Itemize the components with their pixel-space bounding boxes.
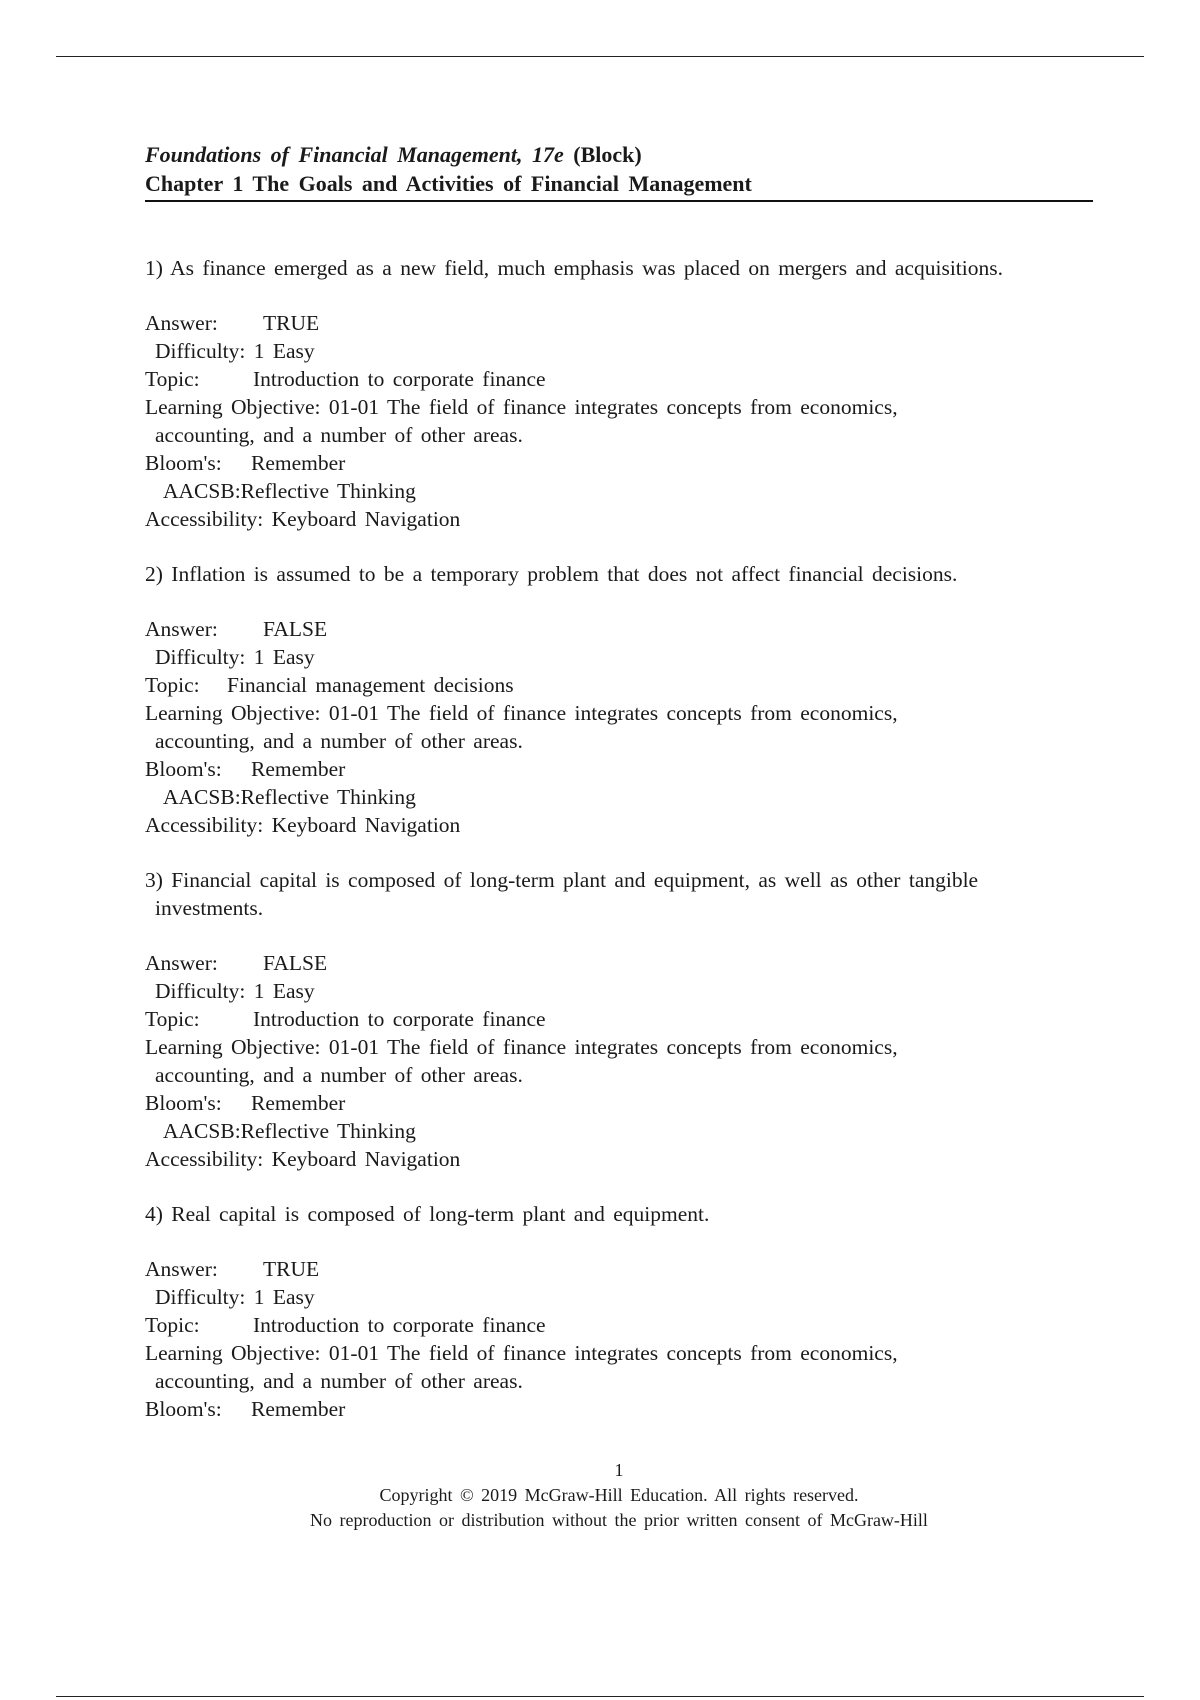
question-text: 1) As finance emerged as a new field, much emphasis was placed on mergers and acquisitions. — [145, 256, 1003, 280]
book-author: (Block) — [573, 142, 642, 167]
objective-value: 01-01 The field of finance integrates concepts from economics, — [328, 1341, 898, 1365]
answer-label: Answer: — [145, 311, 218, 335]
bloom-value: Remember — [251, 1397, 346, 1421]
topic-value: Introduction to corporate finance — [253, 367, 546, 391]
page-footer — [145, 1458, 1093, 1533]
reproduction-notice: No reproduction or distribution without the prior written consent of McGraw-Hill — [310, 1510, 928, 1530]
difficulty-value: 1 Easy — [253, 645, 315, 669]
answer-row — [145, 615, 1093, 643]
objective-row — [145, 1339, 1093, 1367]
answer-label: Answer: — [145, 617, 218, 641]
aacsb-label: AACSB: — [163, 479, 241, 503]
question-text: 3) Financial capital is composed of long-term plant and equipment, as well as other tangible investments. — [145, 868, 979, 920]
aacsb-row — [145, 783, 1093, 811]
objective-label: Learning Objective: — [145, 1341, 321, 1365]
topic-row — [145, 1005, 1093, 1033]
topic-label: Topic: — [145, 367, 200, 391]
topic-row — [145, 671, 1093, 699]
question-text: 4) Real capital is composed of long-term plant and equipment. — [145, 1202, 710, 1226]
difficulty-label: Difficulty: — [155, 645, 246, 669]
bloom-label: Bloom's: — [145, 451, 222, 475]
difficulty-value: 1 Easy — [253, 1285, 315, 1309]
objective-continuation: accounting, and a number of other areas. — [155, 729, 523, 753]
topic-label: Topic: — [145, 1313, 200, 1337]
page-number: 1 — [614, 1460, 624, 1480]
bloom-value: Remember — [251, 451, 346, 475]
chapter-title: Chapter 1 The Goals and Activities of Financial Management — [145, 171, 752, 196]
question-1 — [145, 254, 1093, 533]
bloom-value: Remember — [251, 757, 346, 781]
accessibility-value: Keyboard Navigation — [271, 813, 461, 837]
difficulty-row — [145, 977, 1093, 1005]
question-4 — [145, 1200, 1093, 1423]
bloom-label: Bloom's: — [145, 1397, 222, 1421]
difficulty-row — [145, 643, 1093, 671]
answer-row — [145, 309, 1093, 337]
accessibility-row — [145, 811, 1093, 839]
topic-value: Financial management decisions — [227, 673, 514, 697]
aacsb-value: Reflective Thinking — [240, 1119, 416, 1143]
accessibility-value: Keyboard Navigation — [271, 507, 461, 531]
aacsb-label: AACSB: — [163, 1119, 241, 1143]
bloom-row — [145, 1395, 1093, 1423]
aacsb-label: AACSB: — [163, 785, 241, 809]
difficulty-value: 1 Easy — [253, 339, 315, 363]
question-3 — [145, 866, 1093, 1173]
objective-continuation: accounting, and a number of other areas. — [155, 423, 523, 447]
answer-label: Answer: — [145, 1257, 218, 1281]
accessibility-label: Accessibility: — [145, 813, 264, 837]
topic-row — [145, 365, 1093, 393]
topic-value: Introduction to corporate finance — [253, 1007, 546, 1031]
question-metadata — [145, 949, 1093, 1173]
objective-value: 01-01 The field of finance integrates concepts from economics, — [328, 1035, 898, 1059]
top-rule — [56, 56, 1144, 57]
topic-value: Introduction to corporate finance — [253, 1313, 546, 1337]
document-header — [145, 140, 1093, 202]
objective-value: 01-01 The field of finance integrates concepts from economics, — [328, 395, 898, 419]
question-list — [145, 254, 1093, 1423]
accessibility-label: Accessibility: — [145, 507, 264, 531]
accessibility-row — [145, 1145, 1093, 1173]
accessibility-value: Keyboard Navigation — [271, 1147, 461, 1171]
bloom-row — [145, 449, 1093, 477]
question-metadata — [145, 615, 1093, 839]
bloom-row — [145, 1089, 1093, 1117]
aacsb-value: Reflective Thinking — [240, 785, 416, 809]
aacsb-value: Reflective Thinking — [240, 479, 416, 503]
question-metadata — [145, 309, 1093, 533]
question-metadata — [145, 1255, 1093, 1423]
answer-value: TRUE — [263, 1257, 320, 1281]
aacsb-row — [145, 1117, 1093, 1145]
answer-value: TRUE — [263, 311, 320, 335]
objective-label: Learning Objective: — [145, 701, 321, 725]
document-page — [145, 140, 1093, 1450]
bloom-row — [145, 755, 1093, 783]
answer-value: FALSE — [263, 951, 328, 975]
answer-row — [145, 949, 1093, 977]
objective-row — [145, 1033, 1093, 1061]
book-title-line — [145, 140, 1093, 169]
difficulty-value: 1 Easy — [253, 979, 315, 1003]
objective-label: Learning Objective: — [145, 1035, 321, 1059]
accessibility-label: Accessibility: — [145, 1147, 264, 1171]
topic-row — [145, 1311, 1093, 1339]
accessibility-row — [145, 505, 1093, 533]
difficulty-label: Difficulty: — [155, 1285, 246, 1309]
book-title: Foundations of Financial Management, 17e — [145, 142, 564, 167]
copyright-notice: Copyright © 2019 McGraw-Hill Education. All rights reserved. — [379, 1485, 859, 1505]
bloom-value: Remember — [251, 1091, 346, 1115]
topic-label: Topic: — [145, 673, 200, 697]
objective-value: 01-01 The field of finance integrates concepts from economics, — [328, 701, 898, 725]
question-2 — [145, 560, 1093, 839]
difficulty-label: Difficulty: — [155, 979, 246, 1003]
objective-continuation: accounting, and a number of other areas. — [155, 1063, 523, 1087]
answer-row — [145, 1255, 1093, 1283]
bottom-rule — [56, 1696, 1144, 1697]
answer-value: FALSE — [263, 617, 328, 641]
difficulty-label: Difficulty: — [155, 339, 246, 363]
bloom-label: Bloom's: — [145, 757, 222, 781]
difficulty-row — [145, 1283, 1093, 1311]
objective-row — [145, 393, 1093, 421]
difficulty-row — [145, 337, 1093, 365]
objective-label: Learning Objective: — [145, 395, 321, 419]
objective-row — [145, 699, 1093, 727]
question-text: 2) Inflation is assumed to be a temporary problem that does not affect financial decisions. — [145, 562, 958, 586]
objective-continuation: accounting, and a number of other areas. — [155, 1369, 523, 1393]
bloom-label: Bloom's: — [145, 1091, 222, 1115]
aacsb-row — [145, 477, 1093, 505]
topic-label: Topic: — [145, 1007, 200, 1031]
answer-label: Answer: — [145, 951, 218, 975]
